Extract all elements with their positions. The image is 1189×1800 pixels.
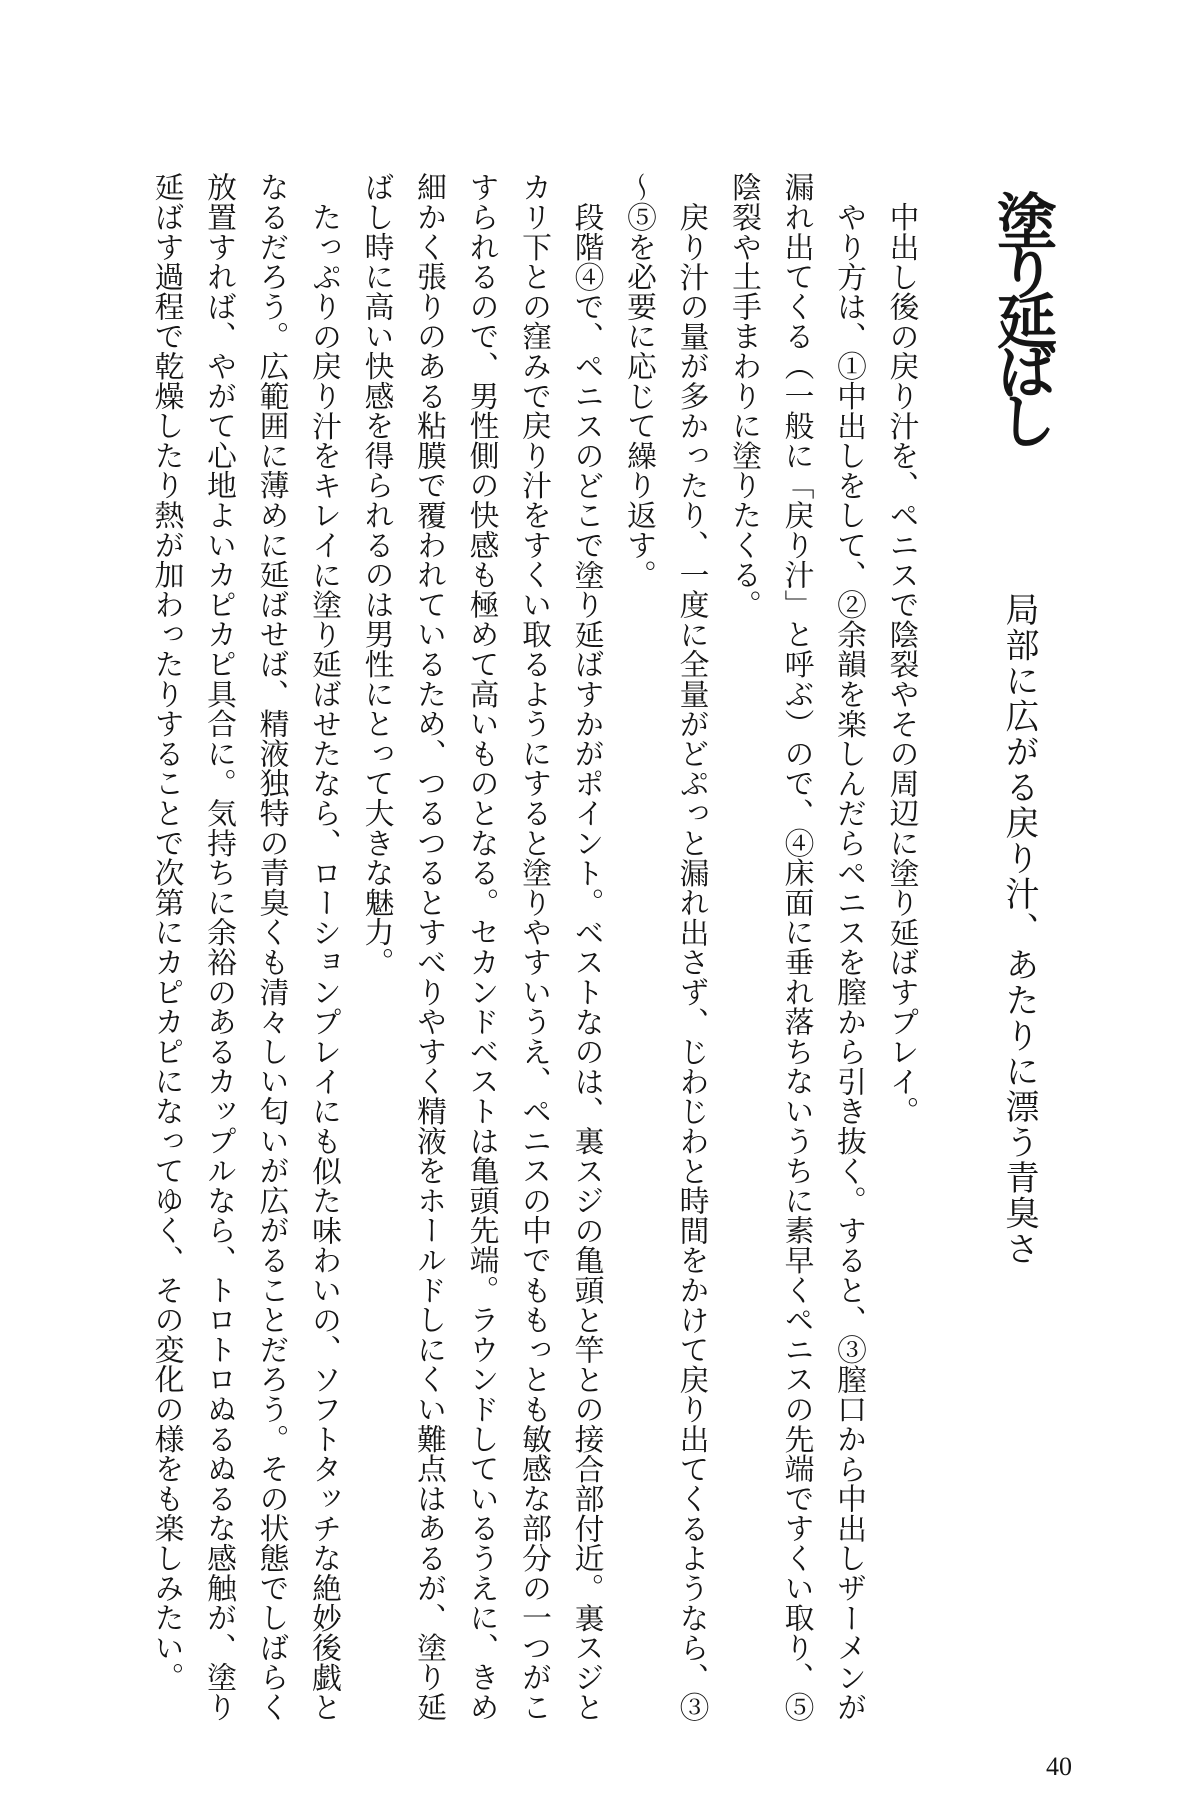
text-line: 中出し後の戻り汁を、ペニスで陰裂やその周辺に塗り延ばすプレイ。 <box>884 201 919 1126</box>
text-line: 延ばす過程で乾燥したり熱が加わったりすることで次第にカピカピになってゆく、その変化の様をも楽しみたい。 <box>149 172 184 1692</box>
page-title: 塗り延ばし <box>987 190 1057 440</box>
text-line: やり方は、①中出しをして、②余韻を楽しんだらペニスを膣から引き抜く。すると、③膣口から中出しザーメンが <box>831 201 867 1722</box>
text-line: 漏れ出てくる（一般に「戻り汁」と呼ぶ）ので、④床面に垂れ落ちないうちに素早くペニスの先端ですくい取り、⑤ <box>779 172 814 1722</box>
text-line: ばし時に高い快感を得られるのは男性にとって大きな魅力。 <box>359 172 394 977</box>
text-line: たっぷりの戻り汁をキレイに塗り延ばせたなら、ローションプレイにも似た味わいの、ソフトタッチな絶妙後戯と <box>306 201 342 1722</box>
text-line: 細かく張りのある粘膜で覆われているため、つるつるとすべりやすく精液をホールドしにくい難点はあるが、塗り延 <box>411 172 447 1722</box>
page-subtitle: 局部に広がる戻り汁、あたりに漂う青臭さ <box>999 592 1039 1267</box>
text-line: なるだろう。広範囲に薄めに延ばせば、精液独特の青臭くも清々しい匂いが広がることだろう。その状態でしばらく <box>254 172 289 1722</box>
body-text <box>140 172 928 1722</box>
text-line: 陰裂や土手まわりに塗りたくる。 <box>726 172 762 619</box>
text-line: 戻り汁の量が多かったり、一度に全量がどぷっと漏れ出さず、じわじわと時間をかけて戻り出てくるようなら、③ <box>674 201 709 1722</box>
text-line: 〜⑤を必要に応じて繰り返す。 <box>621 172 657 590</box>
text-line: カリ下との窪みで戻り汁をすくい取るようにすると塗りやすいうえ、ペニスの中でももっとも敏感な部分の一つがこ <box>516 172 552 1722</box>
text-line: すられるので、男性側の快感も極めて高いものとなる。セカンドベストは亀頭先端。ラウンドしているうえに、きめ <box>464 172 499 1722</box>
text-line: 放置すれば、やがて心地よいカピカピ具合に。気持ちに余裕のあるカップルなら、トロトロぬるぬるな感触が、塗り <box>201 172 237 1722</box>
text-line: 段階④で、ペニスのどこで塗り延ばすかがポイント。ベストなのは、裏スジの亀頭と竿との接合部付近。裏スジと <box>569 201 604 1722</box>
page-number: 40 <box>1046 1752 1072 1781</box>
